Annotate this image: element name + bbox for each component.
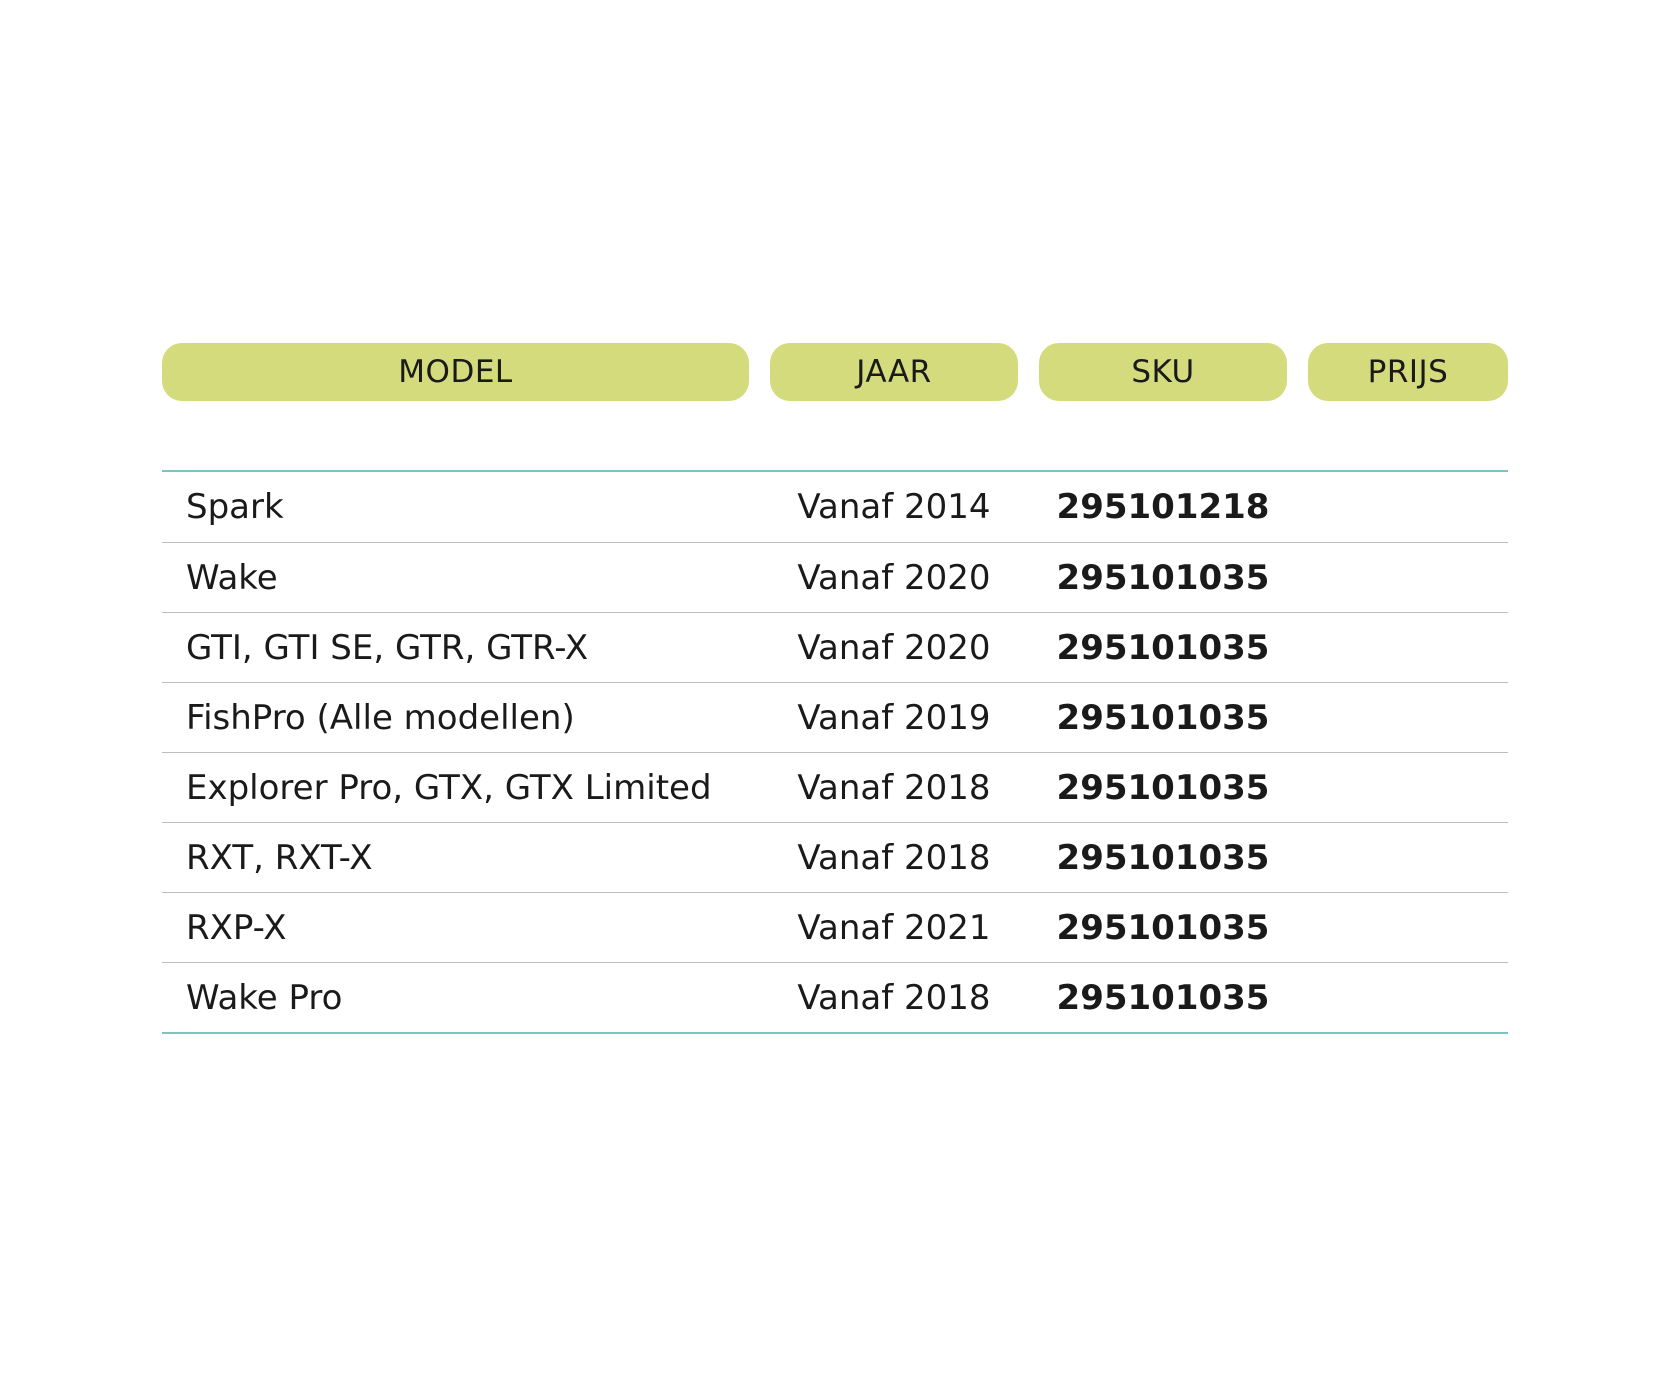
cell-model: Spark <box>186 487 284 527</box>
cell-price <box>1308 683 1508 752</box>
cell-year: Vanaf 2021 <box>797 907 991 948</box>
cell-year: Vanaf 2020 <box>797 557 991 598</box>
cell-sku: 295101035 <box>1056 907 1270 948</box>
table-row <box>162 612 1508 682</box>
table-row <box>162 822 1508 892</box>
header-sku: SKU <box>1039 343 1287 401</box>
cell-model: GTI, GTI SE, GTR, GTR-X <box>186 627 589 668</box>
cell-model: Explorer Pro, GTX, GTX Limited <box>186 767 712 808</box>
table-row <box>162 682 1508 752</box>
compatibility-table <box>162 470 1508 1034</box>
cell-model: FishPro (Alle modellen) <box>186 697 575 738</box>
cell-sku: 295101035 <box>1056 767 1270 808</box>
table-row <box>162 752 1508 822</box>
cell-sku: 295101035 <box>1056 697 1270 738</box>
cell-year: Vanaf 2019 <box>797 697 991 738</box>
cell-price <box>1308 893 1508 962</box>
table-row <box>162 472 1508 542</box>
cell-model: RXT, RXT-X <box>186 837 373 878</box>
cell-year: Vanaf 2018 <box>797 837 991 878</box>
cell-sku: 295101035 <box>1056 977 1270 1018</box>
cell-price <box>1308 753 1508 822</box>
cell-sku: 295101035 <box>1056 557 1270 598</box>
table-header <box>162 343 1508 401</box>
cell-sku: 295101218 <box>1056 487 1270 527</box>
cell-model: RXP-X <box>186 907 287 948</box>
cell-year: Vanaf 2014 <box>797 487 991 527</box>
table-row <box>162 892 1508 962</box>
header-model: MODEL <box>162 343 749 401</box>
cell-sku: 295101035 <box>1056 837 1270 878</box>
cell-price <box>1308 472 1508 542</box>
cell-year: Vanaf 2018 <box>797 767 991 808</box>
cell-sku: 295101035 <box>1056 627 1270 668</box>
cell-year: Vanaf 2018 <box>797 977 991 1018</box>
header-year: JAAR <box>770 343 1018 401</box>
cell-price <box>1308 543 1508 612</box>
header-price: PRIJS <box>1308 343 1508 401</box>
cell-year: Vanaf 2020 <box>797 627 991 668</box>
cell-price <box>1308 963 1508 1032</box>
cell-price <box>1308 613 1508 682</box>
cell-model: Wake Pro <box>186 977 343 1018</box>
table-row <box>162 962 1508 1032</box>
cell-model: Wake <box>186 557 278 598</box>
table-row <box>162 542 1508 612</box>
cell-price <box>1308 823 1508 892</box>
